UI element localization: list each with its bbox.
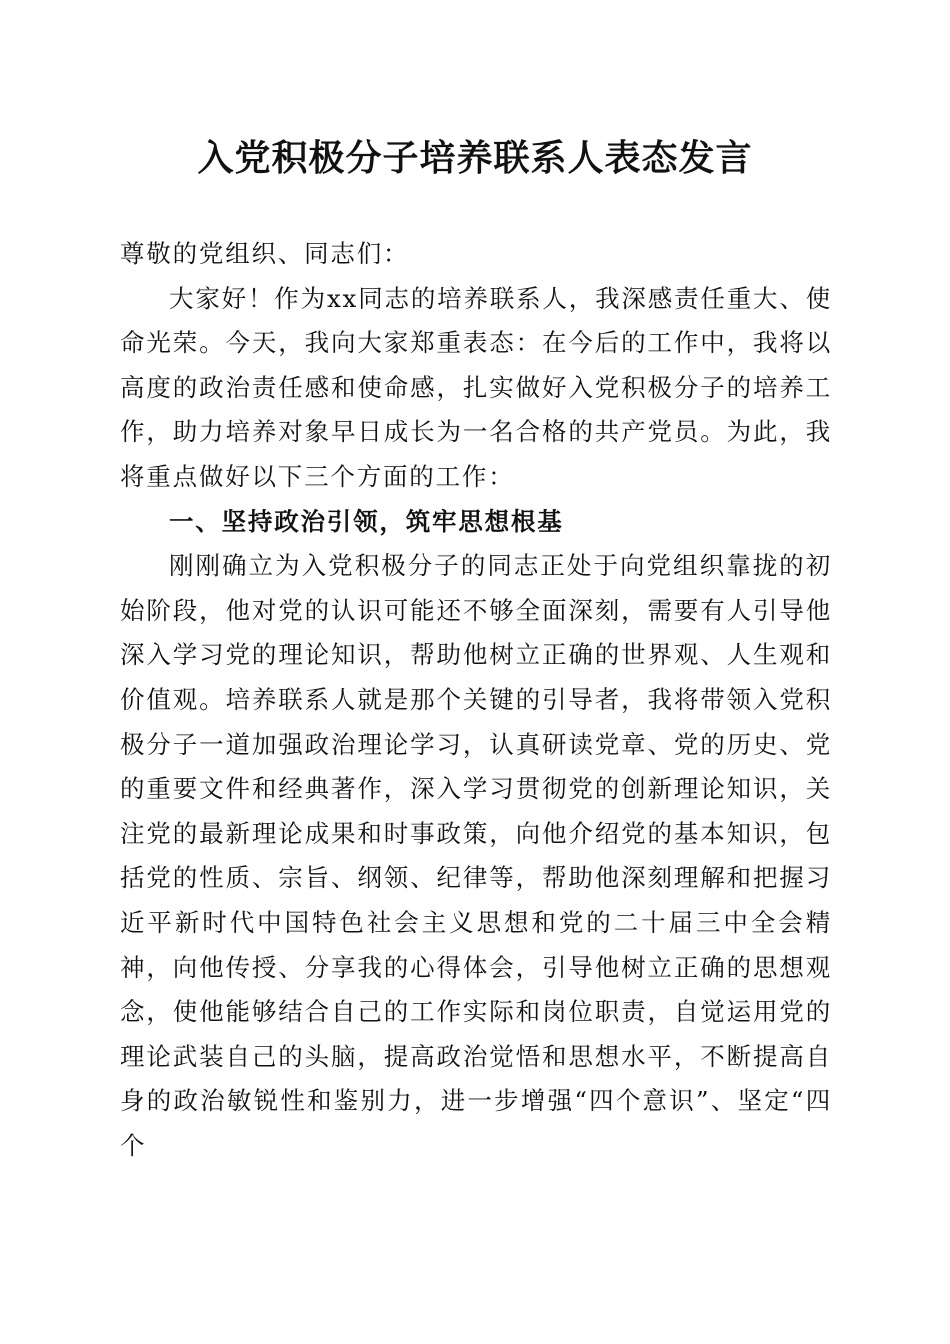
section-heading-1: 一、坚持政治引领，筑牢思想根基 [169, 506, 564, 536]
document-title: 入党积极分子培养联系人表态发言 [197, 137, 753, 179]
section-1-paragraph: 刚刚确立为入党积极分子的同志正处于向党组织靠拢的初始阶段，他对党的认识可能还不够全面深刻，需要有人引导他深入学习党的理论知识，帮助他树立正确的世界观、人生观和价值观。培养联系人就是那个关键的引导者，我将带领入党积极分子一道加强政治理论学习，认真研读党章、党的历史、党的重要文件和经典著作，深入学习贯彻党的创新理论知识，关注党的最新理论成果和时事政策，向他介绍党的基本知识，包括党的性质、宗旨、纲领、纪律等，帮助他深刻理解和把握习近平新时代中国特色社会主义思想和党的二十届三中全会精神，向他传授、分享我的心得体会，引导他树立正确的思想观念，使他能够结合自己的工作实际和岗位职责，自觉运用党的理论武装自己的头脑，提高政治觉悟和思想水平，不断提高自身的政治敏锐性和鉴别力，进一步增强“四个意识”、坚定“四个 [120, 551, 832, 1160]
document-body [120, 232, 832, 1168]
salutation: 尊敬的党组织、同志们： [120, 239, 410, 268]
opening-paragraph: 大家好！作为xx同志的培养联系人，我深感责任重大、使命光荣。今天，我向大家郑重表态：在今后的工作中，我将以高度的政治责任感和使命感，扎实做好入党积极分子的培养工作，助力培养对象早日成长为一名合格的共产党员。为此，我将重点做好以下三个方面的工作： [120, 283, 832, 491]
